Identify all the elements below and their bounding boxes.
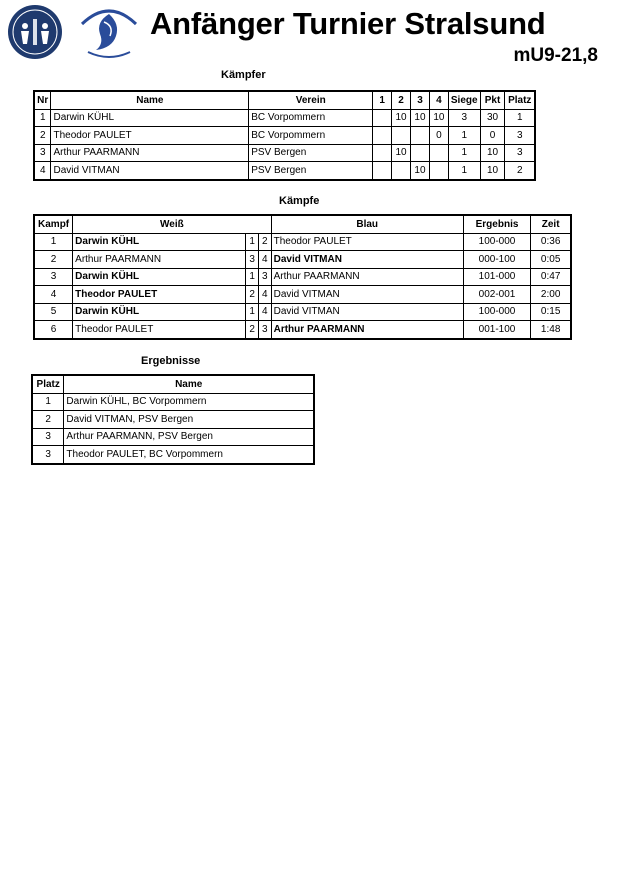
white-number: 2 [246, 286, 259, 304]
col-1: 1 [373, 91, 392, 109]
fighter-points: 30 [480, 109, 505, 127]
col-place: Platz [32, 375, 64, 393]
score-vs-2: 10 [392, 144, 411, 162]
score-vs-1 [373, 127, 392, 145]
table-row [34, 286, 571, 304]
score-vs-3: 10 [411, 109, 430, 127]
fighter-points: 10 [480, 144, 505, 162]
fight-result: 100-000 [463, 303, 531, 321]
blue-fighter: Arthur PAARMANN [271, 268, 463, 286]
result-place: 3 [32, 428, 64, 446]
weight-category: mU9-21,8 [513, 45, 598, 66]
blue-fighter: David VITMAN [271, 251, 463, 269]
blue-number: 4 [258, 251, 271, 269]
score-vs-4 [429, 162, 448, 180]
col-nr: Nr [34, 91, 51, 109]
table-row [34, 321, 571, 339]
judo-association-logo [7, 4, 63, 60]
fight-time: 2:00 [531, 286, 571, 304]
white-fighter: Darwin KÜHL [73, 303, 246, 321]
fight-number: 4 [34, 286, 73, 304]
score-vs-1 [373, 109, 392, 127]
table-row [34, 162, 535, 180]
col-4: 4 [429, 91, 448, 109]
fighter-wins: 1 [448, 162, 480, 180]
fighter-name: Theodor PAULET [51, 127, 249, 145]
score-vs-4 [429, 144, 448, 162]
blue-fighter: Theodor PAULET [271, 233, 463, 251]
score-vs-3 [411, 127, 430, 145]
fighters-header-row [34, 91, 535, 109]
fighter-points: 10 [480, 162, 505, 180]
fight-number: 2 [34, 251, 73, 269]
col-points: Pkt [480, 91, 505, 109]
fighter-club: PSV Bergen [249, 162, 373, 180]
fight-time: 0:05 [531, 251, 571, 269]
fight-result: 101-000 [463, 268, 531, 286]
col-time: Zeit [531, 215, 571, 233]
fighter-place: 3 [505, 127, 535, 145]
result-name: Arthur PAARMANN, PSV Bergen [64, 428, 314, 446]
stralsunder-judo-club-logo [74, 2, 144, 60]
result-place: 1 [32, 393, 64, 411]
white-fighter: Darwin KÜHL [73, 233, 246, 251]
fight-time: 0:15 [531, 303, 571, 321]
score-vs-1 [373, 144, 392, 162]
results-header-row [32, 375, 314, 393]
result-name: Theodor PAULET, BC Vorpommern [64, 446, 314, 464]
white-number: 2 [246, 321, 259, 339]
table-row [34, 303, 571, 321]
fighter-name: Arthur PAARMANN [51, 144, 249, 162]
table-row [34, 251, 571, 269]
col-fight: Kampf [34, 215, 73, 233]
table-row [34, 144, 535, 162]
white-number: 3 [246, 251, 259, 269]
white-number: 1 [246, 233, 259, 251]
result-place: 2 [32, 411, 64, 429]
score-vs-2 [392, 162, 411, 180]
fighter-points: 0 [480, 127, 505, 145]
table-row [34, 127, 535, 145]
score-vs-1 [373, 162, 392, 180]
col-wins: Siege [448, 91, 480, 109]
table-row [32, 446, 314, 464]
blue-fighter: David VITMAN [271, 286, 463, 304]
score-vs-3: 10 [411, 162, 430, 180]
fighter-name: Darwin KÜHL [51, 109, 249, 127]
blue-number: 2 [258, 233, 271, 251]
fighters-table [33, 90, 536, 181]
white-fighter: Theodor PAULET [73, 321, 246, 339]
score-vs-2: 10 [392, 109, 411, 127]
fight-result: 000-100 [463, 251, 531, 269]
col-white: Weiß [73, 215, 271, 233]
fighter-wins: 3 [448, 109, 480, 127]
col-2: 2 [392, 91, 411, 109]
fighter-nr: 4 [34, 162, 51, 180]
col-result: Ergebnis [463, 215, 531, 233]
table-row [32, 411, 314, 429]
score-vs-3 [411, 144, 430, 162]
fights-heading: Kämpfe [279, 195, 320, 207]
fight-time: 0:36 [531, 233, 571, 251]
score-vs-4: 0 [429, 127, 448, 145]
col-place: Platz [505, 91, 535, 109]
result-place: 3 [32, 446, 64, 464]
fights-table [33, 214, 572, 340]
table-row [34, 233, 571, 251]
fighter-wins: 1 [448, 127, 480, 145]
fight-time: 0:47 [531, 268, 571, 286]
white-number: 1 [246, 268, 259, 286]
fighters-heading: Kämpfer [221, 69, 266, 81]
fighter-club: PSV Bergen [249, 144, 373, 162]
col-blue: Blau [271, 215, 463, 233]
fighter-nr: 2 [34, 127, 51, 145]
results-table [31, 374, 315, 465]
col-club: Verein [249, 91, 373, 109]
fighter-name: David VITMAN [51, 162, 249, 180]
col-3: 3 [411, 91, 430, 109]
result-name: David VITMAN, PSV Bergen [64, 411, 314, 429]
blue-fighter: Arthur PAARMANN [271, 321, 463, 339]
fighter-club: BC Vorpommern [249, 127, 373, 145]
table-row [32, 428, 314, 446]
blue-number: 4 [258, 286, 271, 304]
score-vs-2 [392, 127, 411, 145]
fight-result: 001-100 [463, 321, 531, 339]
fighter-wins: 1 [448, 144, 480, 162]
blue-fighter: David VITMAN [271, 303, 463, 321]
white-fighter: Arthur PAARMANN [73, 251, 246, 269]
fight-number: 1 [34, 233, 73, 251]
table-row [34, 109, 535, 127]
white-fighter: Darwin KÜHL [73, 268, 246, 286]
fight-result: 002-001 [463, 286, 531, 304]
table-row [34, 268, 571, 286]
score-vs-4: 10 [429, 109, 448, 127]
blue-number: 3 [258, 321, 271, 339]
fighter-nr: 3 [34, 144, 51, 162]
fighter-place: 3 [505, 144, 535, 162]
fight-result: 100-000 [463, 233, 531, 251]
result-name: Darwin KÜHL, BC Vorpommern [64, 393, 314, 411]
fight-number: 3 [34, 268, 73, 286]
fighter-place: 2 [505, 162, 535, 180]
fight-time: 1:48 [531, 321, 571, 339]
col-name: Name [51, 91, 249, 109]
col-name: Name [64, 375, 314, 393]
white-number: 1 [246, 303, 259, 321]
tournament-title: Anfänger Turnier Stralsund [150, 6, 546, 41]
white-fighter: Theodor PAULET [73, 286, 246, 304]
table-row [32, 393, 314, 411]
results-heading: Ergebnisse [141, 355, 201, 367]
fighter-place: 1 [505, 109, 535, 127]
fighter-nr: 1 [34, 109, 51, 127]
fight-number: 6 [34, 321, 73, 339]
fight-number: 5 [34, 303, 73, 321]
fights-header-row [34, 215, 571, 233]
blue-number: 3 [258, 268, 271, 286]
fighter-club: BC Vorpommern [249, 109, 373, 127]
blue-number: 4 [258, 303, 271, 321]
